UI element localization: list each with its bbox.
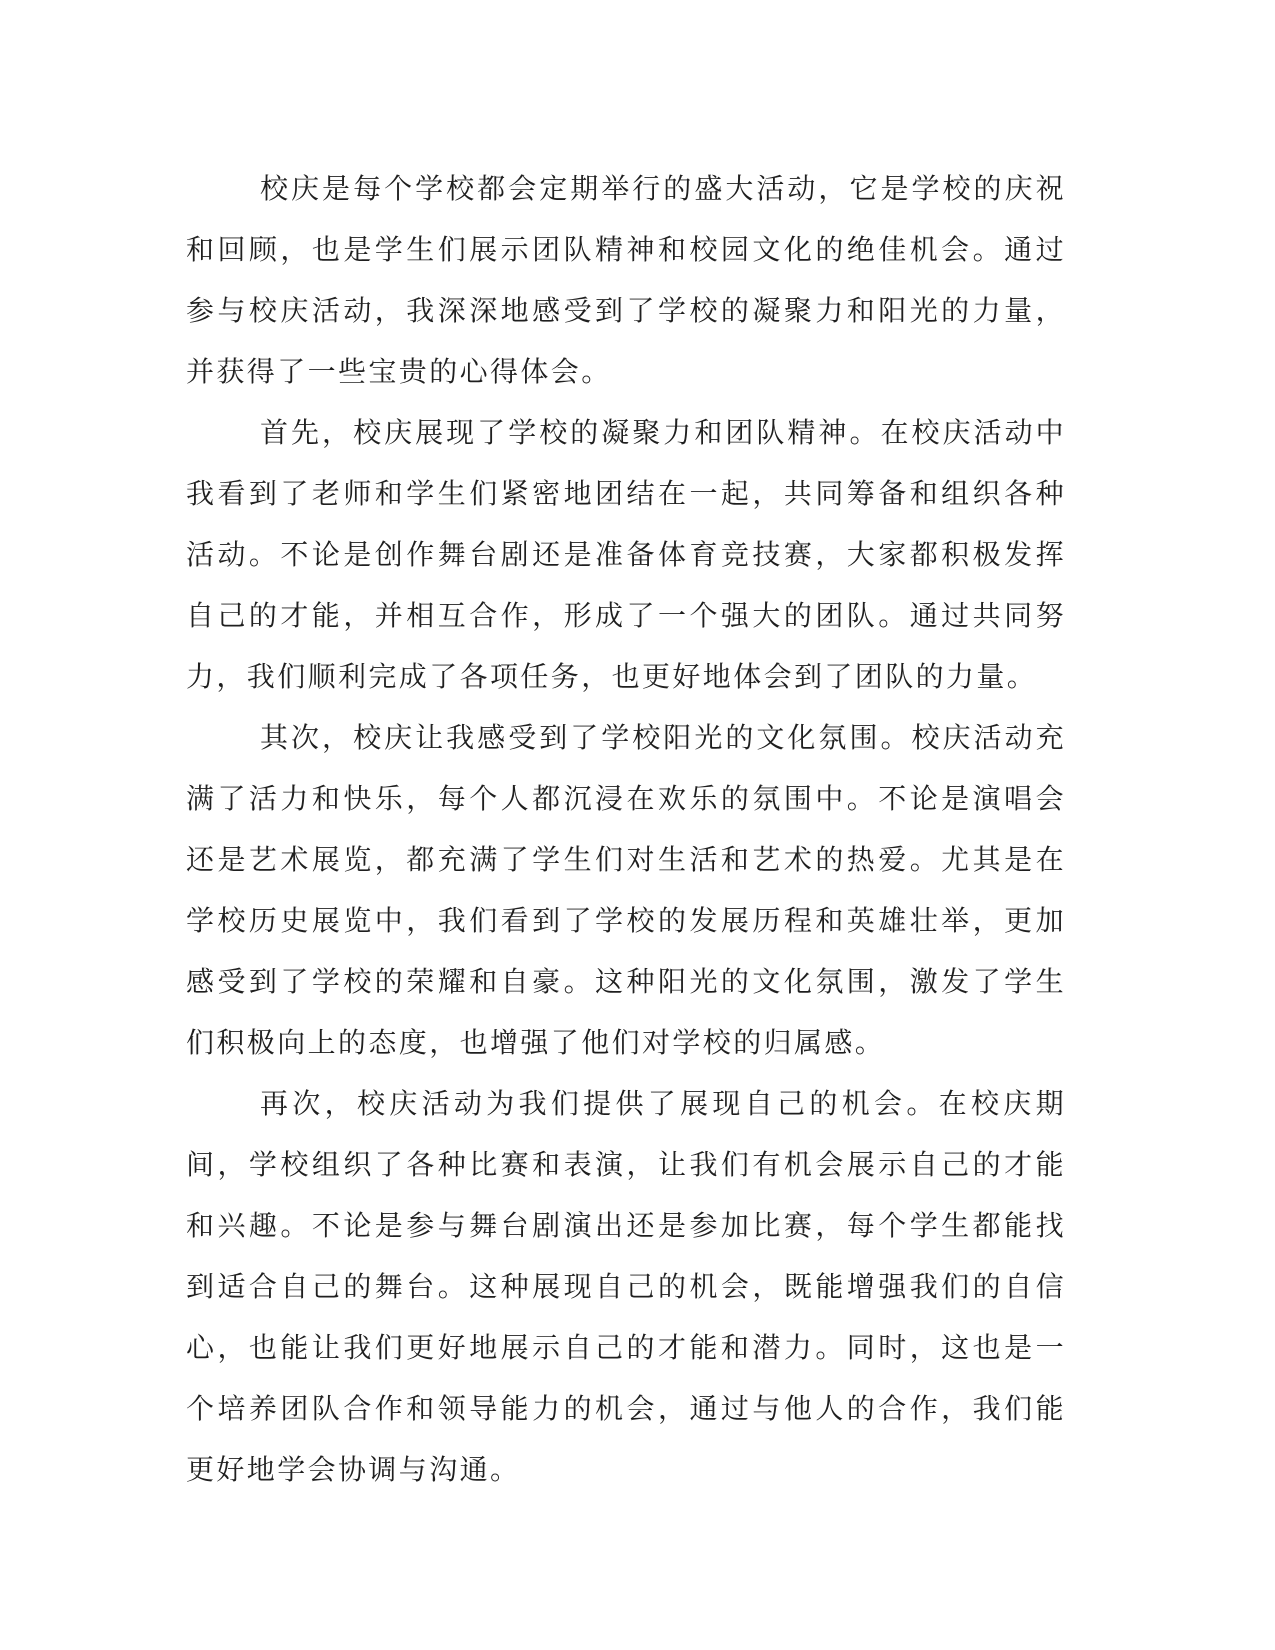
paragraph: 其次，校庆让我感受到了学校阳光的文化氛围。校庆活动充满了活力和快乐，每个人都沉浸在欢乐的氛围中。不论是演唱会还是艺术展览，都充满了学生们对生活和艺术的热爱。尤其是在学校历史展览中，我们看到了学校的发展历程和英雄壮举，更加感受到了学校的荣耀和自豪。这种阳光的文化氛围，激发了学生们积极向上的态度，也增强了他们对学校的归属感。 (186, 721, 1066, 1059)
document-body (186, 158, 1066, 1500)
paragraph: 再次，校庆活动为我们提供了展现自己的机会。在校庆期间，学校组织了各种比赛和表演，让我们有机会展示自己的才能和兴趣。不论是参与舞台剧演出还是参加比赛，每个学生都能找到适合自己的舞台。这种展现自己的机会，既能增强我们的自信心，也能让我们更好地展示自己的才能和潜力。同时，这也是一个培养团队合作和领导能力的机会，通过与他人的合作，我们能更好地学会协调与沟通。 (186, 1087, 1066, 1486)
paragraph: 首先，校庆展现了学校的凝聚力和团队精神。在校庆活动中我看到了老师和学生们紧密地团结在一起，共同筹备和组织各种活动。不论是创作舞台剧还是准备体育竞技赛，大家都积极发挥自己的才能，并相互合作，形成了一个强大的团队。通过共同努力，我们顺利完成了各项任务，也更好地体会到了团队的力量。 (186, 416, 1066, 693)
paragraph: 校庆是每个学校都会定期举行的盛大活动，它是学校的庆祝和回顾，也是学生们展示团队精神和校园文化的绝佳机会。通过参与校庆活动，我深深地感受到了学校的凝聚力和阳光的力量，并获得了一些宝贵的心得体会。 (186, 172, 1066, 388)
